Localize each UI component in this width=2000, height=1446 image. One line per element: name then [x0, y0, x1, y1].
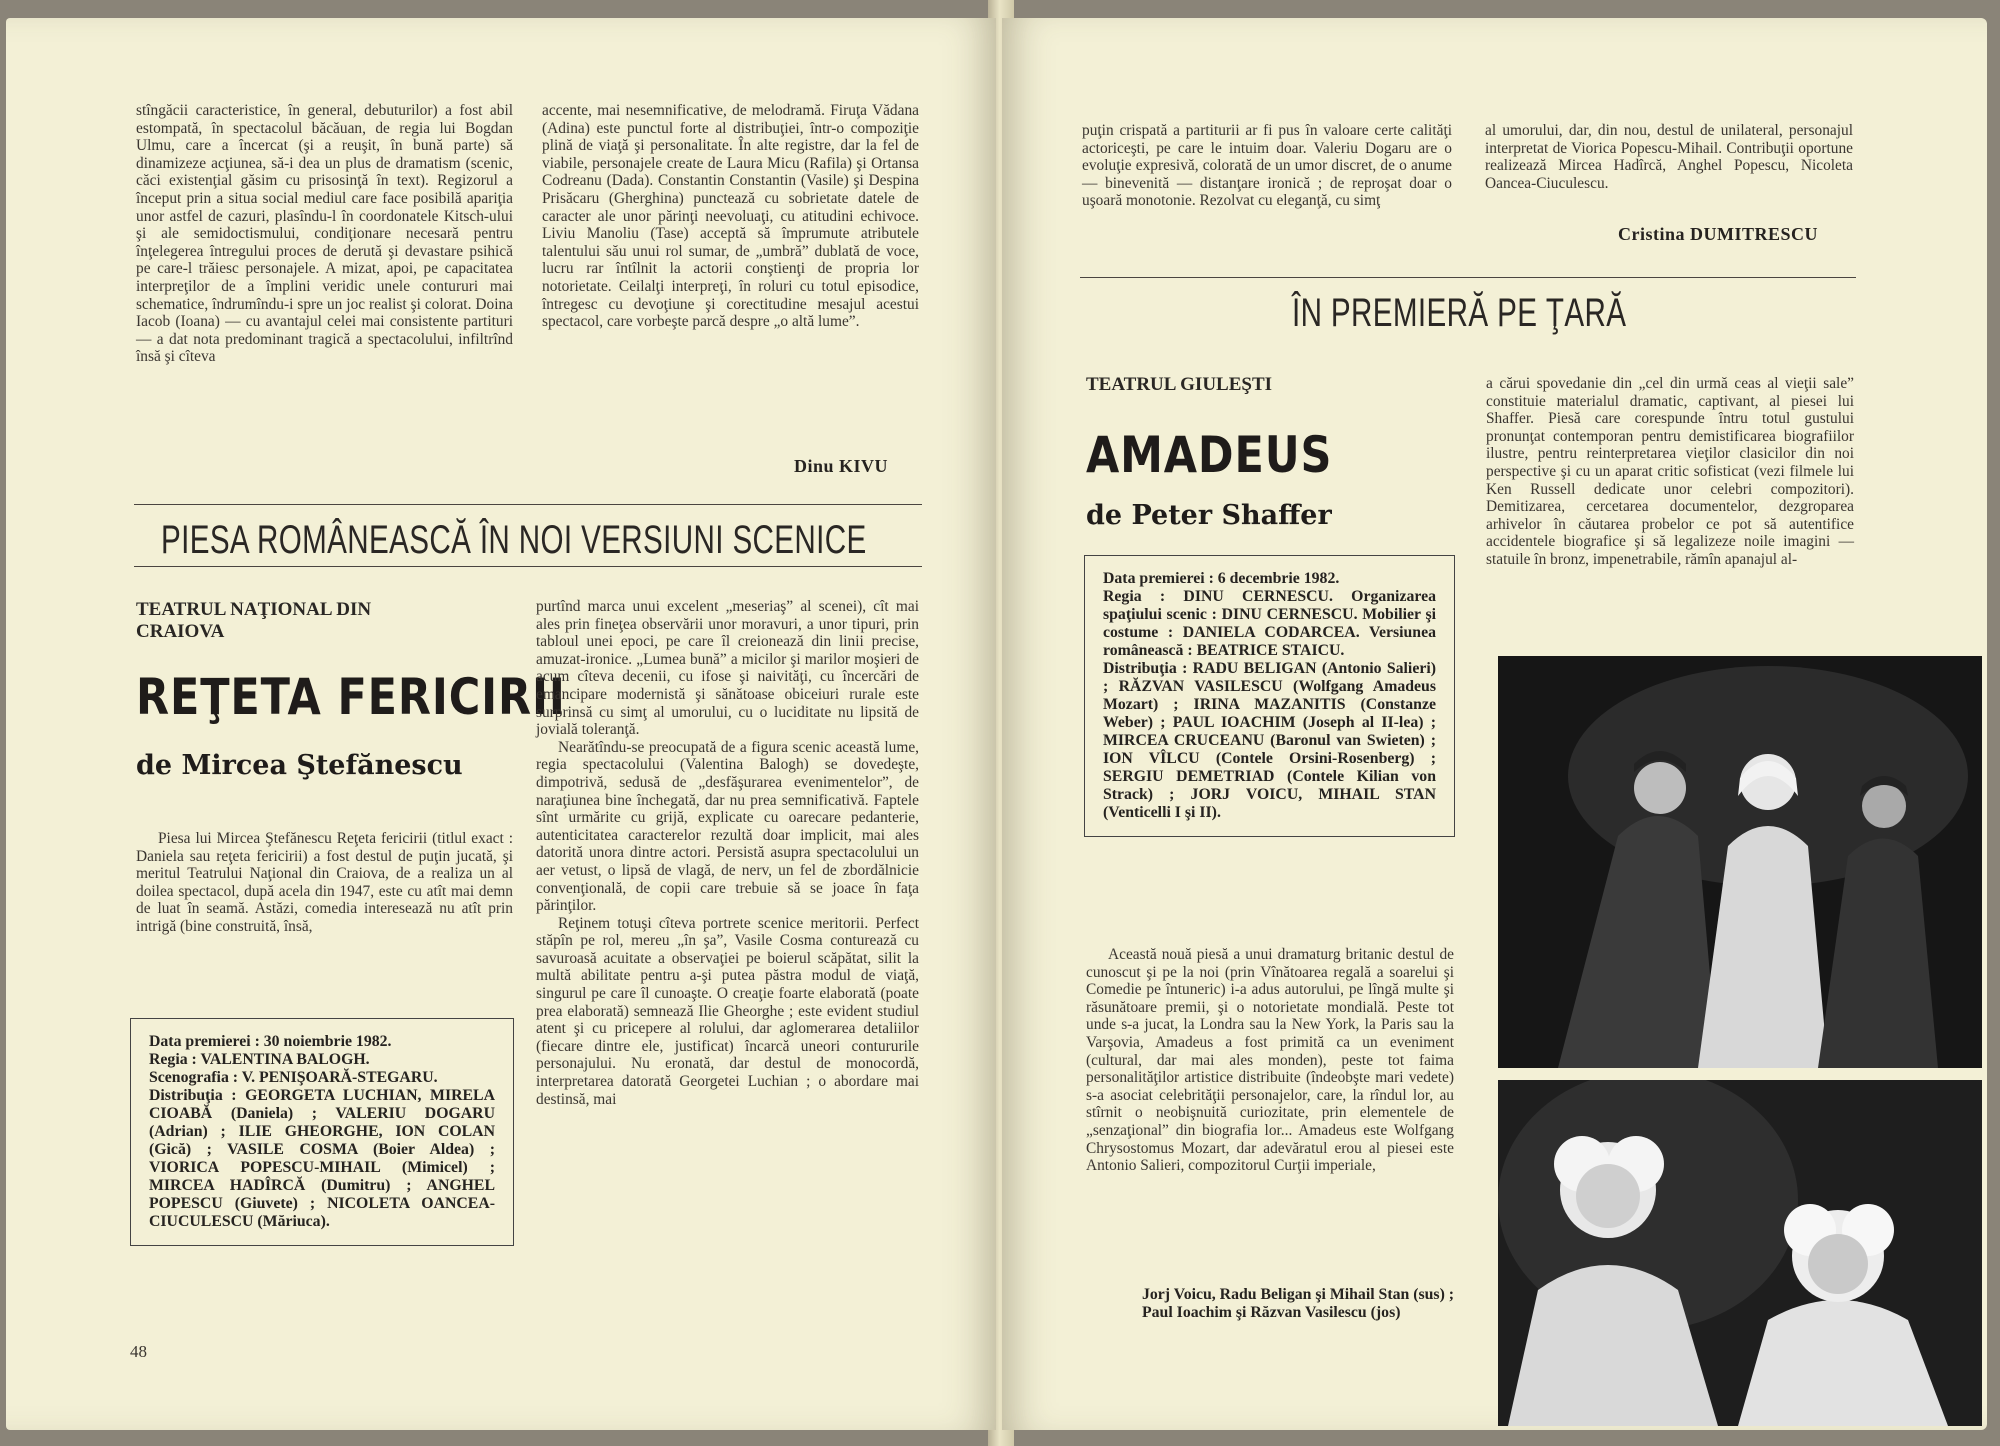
stage-photo-bottom [1498, 1080, 1982, 1426]
right-intro-column-1: puţin crispată a partiturii ar fi pus în valoare certe calităţi actoriceşti, pe care le intuim doar. Valeriu Dogaru are o evoluţie expresivă, colorată de un umor discret, de o anume — binevenită — distanţare ironică ; de reproşat doar o uşoară monotonie. Rezolvat cu eleganţă, cu simţ [1082, 122, 1452, 210]
right-play-title: AMADEUS [1086, 426, 1333, 484]
right-credits-premiere: Data premierei : 6 decembrie 1982. [1103, 570, 1340, 587]
photo-caption: Jorj Voicu, Radu Beligan şi Mihail Stan (sus) ; Paul Ioachim şi Răzvan Vasilescu (jos) [1142, 1286, 1455, 1321]
left-theatre-name: TEATRUL NAŢIONAL DIN CRAIOVA [136, 599, 372, 642]
right-credits-box [1084, 555, 1455, 837]
right-play-author: de Peter Shaffer [1086, 500, 1332, 531]
right-page [1002, 18, 1987, 1430]
left-intro-signature: Dinu KIVU [794, 456, 889, 476]
right-section-banner: ÎN PREMIERĂ PE ŢARĂ [1292, 291, 1627, 335]
left-intro-column-1: stîngăcii caracteristice, în general, debuturilor) a fost abil estompată, în spectacolul băcăuan, de regia lui Bogdan Ulmu, care a încercat (şi a reuşit, în bună parte) să dinamizeze acţiunea, să-i dea un plus de dramatism (scenic, căci existenţial găsim cu prisosinţă în text). Regizorul a început prin a situa social mediul care face posibilă apariţia unor astfel de cazuri, plasîndu-l în coordonatele Kitsch-ului şi ale semidoctismului, condiţionare necesară pentru înţelegerea întregului proces de derută şi devastare psihică pe care-l trăiesc personajele. A mizat, apoi, pe capacitatea interpreţilor de a împlini veridic unele contururi mai schematice, îndrumîndu-i spre un joc realist şi colorat. Doina Iacob (Ioana) — cu avantajul celei mai consistente partituri — a dat nota predominant tragică a spectacolului, infiltrînd însă şi cîteva [136, 102, 513, 366]
left-credits-box [130, 1018, 514, 1246]
right-review-column-2: a cărui spovedanie din „cel din urmă ceas al vieţii sale” constituie materialul dramatic, captivant, al piesei lui Shaffer. Piesă care corespunde întru totul gustului pronunţat contemporan pentru demistificarea biografiilor ilustre, pentru reinterpretarea vieţilor clasicilor din noi perspective şi cu un aparat critic sofisticat (vezi filmele lui Ken Russell dedicate unor celebri compozitori). Demitizarea, cercetarea documentelor, dezgroparea arhivelor în căutarea probelor ce pot să autentifice accidentele biografice şi să legalizeze noile imagini — statuile în bronz, impenetrabile, rămîn apanajul al- [1486, 375, 1854, 568]
right-banner-top-rule [1080, 277, 1856, 278]
left-credits-premiere: Data premierei : 30 noiembrie 1982. [149, 1033, 392, 1050]
page-number: 48 [130, 1342, 147, 1361]
right-credits-production: Regia : DINU CERNESCU. Organizarea spaţiului scenic : DINU CERNESCU. Mobilier şi costume : DANIELA CODARCEA. Versiunea românească : BEATRICE STAICU. [1103, 588, 1436, 659]
left-section-banner: PIESA ROMÂNEASCĂ ÎN NOI VERSIUNI SCENICE [161, 518, 867, 562]
right-credits-cast: Distribuţia : RADU BELIGAN (Antonio Salieri) ; RĂZVAN VASILESCU (Wolfgang Amadeus Mozart) ; IRINA MAZANITIS (Constanze Weber) ; PAUL IOACHIM (Joseph al II-lea) ; MIRCEA CRUCEANU (Baronul van Swieten) ; ION VÎLCU (Contele Orsini-Rosenberg) ; SERGIU DEMETRIAD (Contele Kilian von Strack) ; JORJ VOICU, MIHAIL STAN (Venticelli I şi II). [1103, 660, 1436, 821]
left-credits-scenography: Scenografia : V. PENIŞOARĂ-STEGARU. [149, 1069, 438, 1086]
left-credits-cast: Distribuţia : GEORGETA LUCHIAN, MIRELA CIOABĂ (Daniela) ; VALERIU DOGARU (Adrian) ; ILIE GHEORGHE, ION COLAN (Gică) ; VASILE COSMA (Boier Aldea) ; VIORICA POPESCU-MIHAIL (Mimicel) ; MIRCEA HADÎRCĂ (Dumitru) ; ANGHEL POPESCU (Giuvete) ; NICOLETA OANCEA-CIUCULESCU (Măriuca). [149, 1087, 495, 1230]
right-review-column-1: Această nouă piesă a unui dramaturg britanic destul de cunoscut şi pe la noi (prin Vînătoarea regală a soarelui şi Comedie pe întuneric) i-a adus autorului, pe lîngă multe şi răsunătoare premii, şi o notorietate mondială. Peste tot unde s-a jucat, la Londra sau la New York, la Paris sau la Varşovia, Amadeus a fost primită ca un eveniment (cultural, dar mai ales monden), peste tot faima personalităţilor artistice distribuite (îndeobşte mari vedete) s-a asociat celebrităţii personajelor, care, la rîndul lor, au stîrnit o neobişnuită curiozitate, prin elementele de „senzaţional” din biografia lor... Amadeus este Wolfgang Chrysostomus Mozart, dar adevăratul erou al piesei este Antonio Salieri, compozitorul Curţii imperiale, [1086, 946, 1454, 1175]
left-review-column-2: purtînd marca unui excelent „meseriaş” al scenei), cît mai ales prin fineţea observării unor moravuri, a unor tipuri, prin tabloul unei epoci, pe care îl creionează din linii precise, amuzat-ironice. „Lumea bună” a micilor şi marilor moşieri de acum cîteva decenii, cu ifose şi naivităţi, cu încercări de emancipare modernistă şi sănătoase obiceiuri rurale este surprinsă cu simţ al umorului, cu o luciditate nu lipsită de jovială toleranţă. Nearătîndu-se preocupată de a figura scenic această lume, regia spectacolului (Valentina Balogh) se dovedeşte, dimpotrivă, sedusă de „desfăşurarea evenimentelor”, de naraţiunea bine închegată, dar nu prea semnificativă. Faptele sînt urmărite cu grijă, explicate cu oarecare pedanterie, autenticitatea caracterelor rezultă doar implicit, mai ales datorită unora dintre actori. Persistă asupra spectacolului un aer vetust, o lipsă de vlagă, de nerv, un fel de zbordălnicie convenţională, de copii care trebuie să se joace în faţa părinţilor. Reţinem totuşi cîteva portrete scenice meritorii. Perfect stăpîn pe rol, mereu „în şa”, Vasile Cosma conturează cu savuroasă acuitate a observaţiei pe boierul scăpătat, silit la multă abilitate pentru a-şi putea păstra modul de viaţă, singurul pe care îl cunoaşte. O creaţie foarte elaborată (poate prea elaborată) semnează Ilie Gheorghe ; este evident studiul atent şi cu pricepere al rolului, dar aglomerarea detaliilor (fiecare dintre ele, justificat) încarcă uneori contururile personajului. Nu eronată, dar destul de monocordă, interpretarea datorată Georgetei Luchian ; o abordare mai destinsă, mai [536, 598, 919, 1108]
left-page [6, 18, 996, 1430]
left-intro-column-2: accente, mai nesemnificative, de melodramă. Firuţa Vădana (Adina) este punctul forte al distribuţiei, într-o compoziţie plină de viaţă şi personalitate. În alte registre, dar la fel de viabile, personajele create de Laura Micu (Rafila) şi Ortansa Codreanu (Dada). Constantin Constantin (Vasile) şi Despina Prisăcaru (Gherghina) punctează cu sobrietate datele de caracter ale unor părinţi neevoluaţi, cu atitudini echivoce. Liviu Manoliu (Tase) acceptă să împrumute atributele talentului său unui rol sumar, de „umbră” dublată de voce, lucru rar întîlnit la actorii conştienţi de propria lor notorietate. Ceilalţi interpreţi, în roluri cu totul episodice, întregesc cu devoţiune şi corectitudine mesajul acestui spectacol, care vorbeşte parcă despre „o altă lume”. [542, 102, 919, 331]
right-intro-column-2: al umorului, dar, din nou, destul de unilateral, personajul interpretat de Viorica Popescu-Mihail. Contribuţii oportune realizează Mircea Hadîrcă, Anghel Popescu, Nicoleta Oancea-Ciuculescu. [1485, 122, 1853, 192]
stage-photo-top [1498, 656, 1982, 1068]
left-review-column-1: Piesa lui Mircea Ştefănescu Reţeta fericirii (titlul exact : Daniela sau reţeta fericirii) a fost destul de puţin jucată, şi meritul Teatrului Naţional din Craiova, de a realiza un al doilea spectacol, după acela din 1947, este cu atît mai demn de luat în seamă. Astăzi, comedia interesează nu atît prin intrigă (bine construită, însă, [136, 830, 513, 935]
right-theatre-name: TEATRUL GIULEŞTI [1086, 374, 1273, 395]
left-banner-top-rule [134, 504, 922, 505]
right-intro-signature: Cristina DUMITRESCU [1618, 224, 1819, 244]
left-play-title: REŢETA FERICIRII [136, 668, 566, 726]
stage-photo-top-image [1498, 656, 1982, 1068]
stage-photo-bottom-image [1498, 1080, 1982, 1426]
left-banner-bottom-rule [134, 566, 922, 567]
left-credits-director: Regia : VALENTINA BALOGH. [149, 1051, 370, 1068]
left-play-author: de Mircea Ştefănescu [136, 750, 463, 781]
